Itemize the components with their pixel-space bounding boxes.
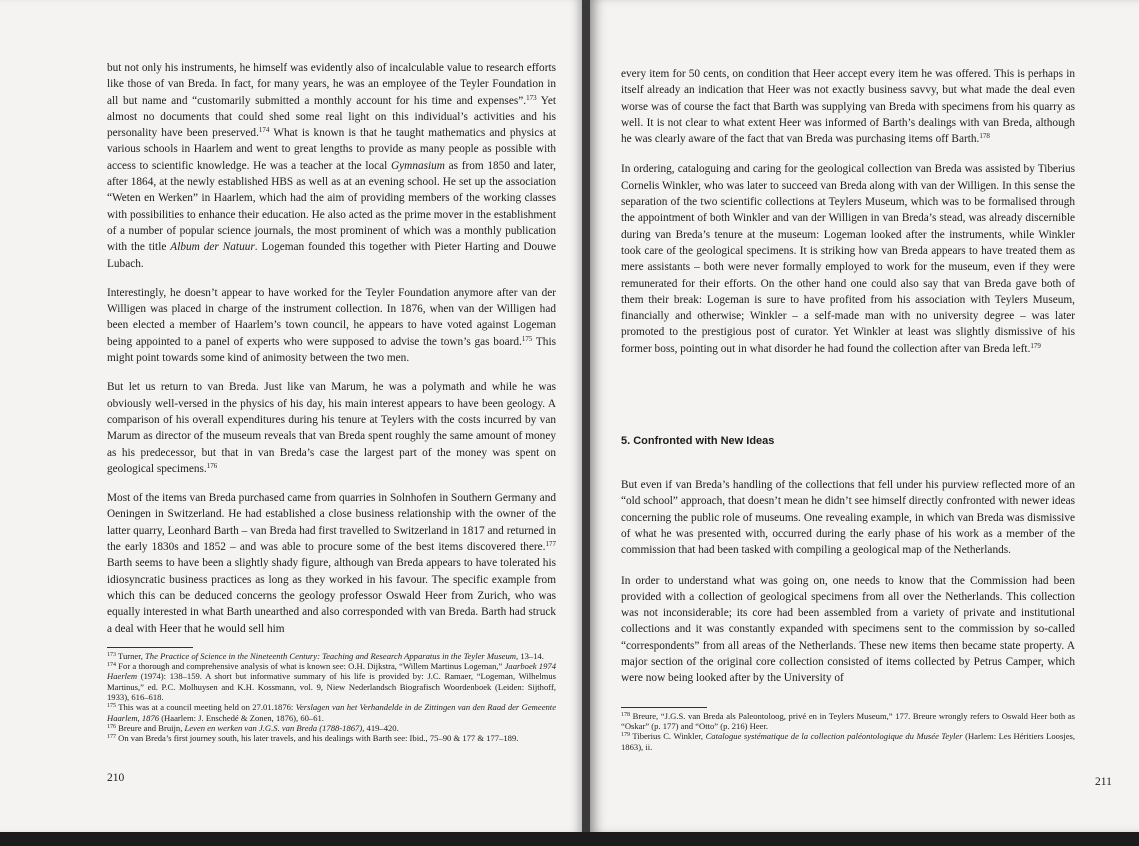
- footnote: [621, 711, 1075, 732]
- text-run: Breure, “J.G.S. van Breda als Paleontoloog, privé en in Teylers Museum,” 177. Breure wrongly refers to Oswald Heer both as “Oskar” (p. 177) and “Otto” (p. 216) Heer.: [621, 710, 1075, 731]
- footnote-ref: 179: [1030, 341, 1041, 350]
- text-run: In order to understand what was going on, one needs to know that the Commission had been provided with a collection of geological specimens from all over the Netherlands. This collection was not inconsiderable; its core had been assembled from a variety of private and institutional collections and it was constantly expanded with specimens sent to the commission by so-called “correspondents” from all areas of the Netherlands. These new items then became state property. A major section of the original core collection consisted of items collected by Petrus Camper, which were now being looked after by the University of: [621, 574, 1075, 685]
- text-run: What is known is that he taught mathematics and physics at various schools in Haarlem and went to great lengths to provide as many people as possible with access to scientific knowledge. He was a teacher at the local: [107, 127, 556, 172]
- footnote-divider: [621, 707, 707, 708]
- paragraph: [107, 285, 556, 366]
- footnote-ref: 177: [545, 540, 556, 549]
- italic-title: Jaarboek 1974 Haerlem: [107, 661, 556, 682]
- footnote-ref: 179: [621, 732, 630, 739]
- text-run: Breure and Bruijn,: [116, 722, 185, 733]
- italic-title: Verslagen van het Verhandelde in de Zittingen van den Raad der Gemeente Haarlem, 1876: [107, 702, 557, 723]
- text-run: Tiberius C. Winkler,: [630, 731, 706, 742]
- text-run: but not only his instruments, he himself was evidently also of incalculable value to research efforts like those of van Breda. In fact, for many years, he was an employee of the Teyler Foundation in all but name and “customarily submitted a monthly account for his time and expenses”.: [107, 62, 556, 107]
- text-run: (Haarlem: J. Enschedé & Zonen, 1876), 60–61.: [159, 712, 324, 723]
- paragraph: [107, 60, 556, 272]
- footnote-ref: 175: [107, 703, 116, 710]
- page-number: 210: [107, 772, 125, 784]
- text-run: On van Breda’s first journey south, his later travels, and his dealings with Barth see: Ibid., 75–90 & 177 & 177–189.: [116, 733, 519, 744]
- footnote-ref: 175: [521, 334, 533, 343]
- text-run: . Logeman founded this together with Pieter Harting and Douwe Lubach.: [107, 241, 556, 270]
- italic-title: Leven en werken van J.G.S. van Breda (1788-1867): [184, 722, 363, 733]
- text-run: every item for 50 cents, on condition that Heer accept every item he was offered. This is perhaps in itself already an indication that Heer was not exactly business savvy, but what made the deal even worse was of course the fact that Barth was supplying van Breda with specimens from his quarry as well. It is not clear to what extent Heer was informed of Barth’s dealings with van Breda, although he was clearly aware of the fact that van Breda was purchasing items off Barth.: [621, 68, 1075, 146]
- left-text-column: [107, 60, 556, 743]
- text-run: For a thorough and comprehensive analysis of what is known see: O.H. Dijkstra, “Willem Martinus Logeman,”: [116, 661, 505, 672]
- footnote-ref: 177: [107, 734, 116, 741]
- footnote-ref: 174: [107, 662, 116, 669]
- text-run: Turner,: [116, 650, 146, 661]
- text-run: Barth seems to have been a slightly shady figure, although van Breda appears to have tolerated his idiosyncratic business practices as long as they worked in his favour. The specific example from which this can be deduced concerns the geology professor Oswald Heer from Zurich, who was equally interested in what Barth unearthed and also corresponded with van Breda. Barth had struck a deal with Heer that he would sell him: [107, 557, 556, 635]
- page-number: 211: [1095, 776, 1112, 788]
- paragraph: [107, 379, 556, 477]
- text-run: But even if van Breda’s handling of the collections that fell under his purview reflected more of an “old school” approach, that doesn’t mean he didn’t see himself directly confronted with newer ideas concerning the public role of museums. One revealing example, in which van Breda was dismissive of what he was presented with, occurred during the early phase of his work as a member of the commission that had been tasked with compiling a geological map of the Netherlands.: [621, 479, 1075, 557]
- book-gutter: [582, 0, 590, 846]
- paragraph: [621, 66, 1075, 147]
- footnote-ref: 178: [979, 132, 990, 141]
- section-heading: 5. Confronted with New Ideas: [621, 435, 775, 448]
- footnote-ref: 174: [258, 126, 270, 135]
- right-footnotes: [621, 711, 1075, 752]
- text-run: Interestingly, he doesn’t appear to have worked for the Teyler Foundation anymore after van der Willigen was placed in charge of the instrument collection. In 1876, when van der Willigen had been elected a member of Haarlem’s town council, he appears to have voted against Logeman being appointed to a panel of experts who were supposed to advise the town’s gas board.: [107, 286, 556, 348]
- paragraph: [621, 161, 1075, 357]
- paragraph: [107, 490, 556, 637]
- paragraph: [621, 573, 1075, 687]
- text-run: But let us return to van Breda. Just like van Marum, he was a polymath and while he was obviously well-versed in the physics of his day, his main interest appears to have been geology. A comparison of his overall expenditures during his tenure at Teylers with the costs incurred by van Marum as director of the museum reveals that van Breda spent roughly the same amount of money as his predecessor, but that in van Breda’s case the largest part of the money was spent on geological specimens.: [107, 381, 556, 475]
- footnote-ref: 178: [621, 711, 630, 718]
- italic-title: The Practice of Science in the Nineteenth Century: Teaching and Research Apparatus in the Teyler Museum: [145, 650, 517, 661]
- footnote: [107, 723, 556, 733]
- footnote: [621, 731, 1075, 752]
- text-run: Most of the items van Breda purchased came from quarries in Solnhofen in Southern Germany and Oeningen in Switzerland. He had established a close business relationship with the owner of the latter quarry, Leonhard Barth – van Breda had first travelled to Switzerland in 1817 and returned in the early 1830s and 1852 – and was able to procure some of the best items discovered there.: [107, 492, 556, 554]
- text-run: as from 1850 and later, after 1864, at the newly established HBS as well as at an evening school. He set up the association “Weten en Werken” in Haarlem, which had the aim of providing members of the working classes with possibilities to enhance their education. He also acted as the prime mover in the establishment of a number of popular science journals, the most prominent of which was a monthly publication with the title: [107, 159, 556, 254]
- left-footnotes: [107, 651, 556, 744]
- right-page: [590, 0, 1139, 832]
- text-run: , 13–14.: [516, 650, 544, 661]
- footnote-ref: 176: [107, 723, 116, 730]
- footnote: [107, 702, 556, 723]
- footnote-ref: 173: [107, 651, 116, 658]
- footnote: [107, 651, 556, 661]
- footnote: [107, 733, 556, 743]
- left-body: [107, 60, 556, 637]
- footnote: [107, 661, 556, 702]
- text-run: This was at a council meeting held on 27.01.1876:: [116, 702, 296, 713]
- text-run: (Harlem: Les Héritiers Loosjes, 1863), ii.: [621, 731, 1076, 752]
- text-run: (1974): 138–159. A short but informative summary of his life is provided by: J.C. Ramaer, “Logeman, Wilhelmus Martinus,” ed. P.C. Molhuysen and K.H. Kossmann, vol. 9, Niew Nederlandsch Biografisch Woordenboek (Leiden: Sijthoff, 1933), 616–618.: [107, 671, 556, 702]
- footnote-ref: 176: [206, 461, 218, 470]
- paragraph: [621, 477, 1075, 558]
- text-run: Yet almost no documents that could shed some real light on this individual’s activities and his personality have been preserved.: [107, 94, 556, 140]
- scan-edge: [0, 832, 1139, 846]
- right-text-column: [621, 66, 1075, 752]
- footnote-ref: 173: [526, 93, 537, 102]
- text-run: In ordering, cataloguing and caring for the geological collection van Breda was assisted by Tiberius Cornelis Winkler, who was later to succeed van Breda along with van der Willigen. In this sense the separation of the two scientific collections at Teylers Museum, which was to be formalised through the appointment of both Winkler and van der Willigen in van Breda’s stead, was already discernible during van Breda’s tenure at the museum: Logeman looked after the instruments, while Winkler took care of the geological specimens. It is striking how van Breda appears to have treated them as mere assistants – both were never formally employed to work for the museum, even if they were remunerated for their efforts. On the other hand one could also say that van Breda gave both of them their break: Logeman is sure to have profited from his association with Teylers Museum, financially and otherwise; Winkler – a self-made man with no university degree – was later promoted to the prestigious post of curator. Yet Winkler at least was slightly dismissive of his former boss, pointing out in what disorder he had found the collection after van Breda left.: [621, 163, 1075, 355]
- italic-title: Gymnasium: [390, 159, 445, 172]
- italic-title: Catalogue systématique de la collection paléontologique du Musée Teyler: [705, 731, 963, 742]
- footnote-divider: [107, 647, 193, 648]
- text-run: , 419–420.: [362, 722, 399, 733]
- text-run: This might point towards some kind of animosity between the two men.: [107, 335, 556, 365]
- italic-title: Album der Natuur: [170, 241, 255, 254]
